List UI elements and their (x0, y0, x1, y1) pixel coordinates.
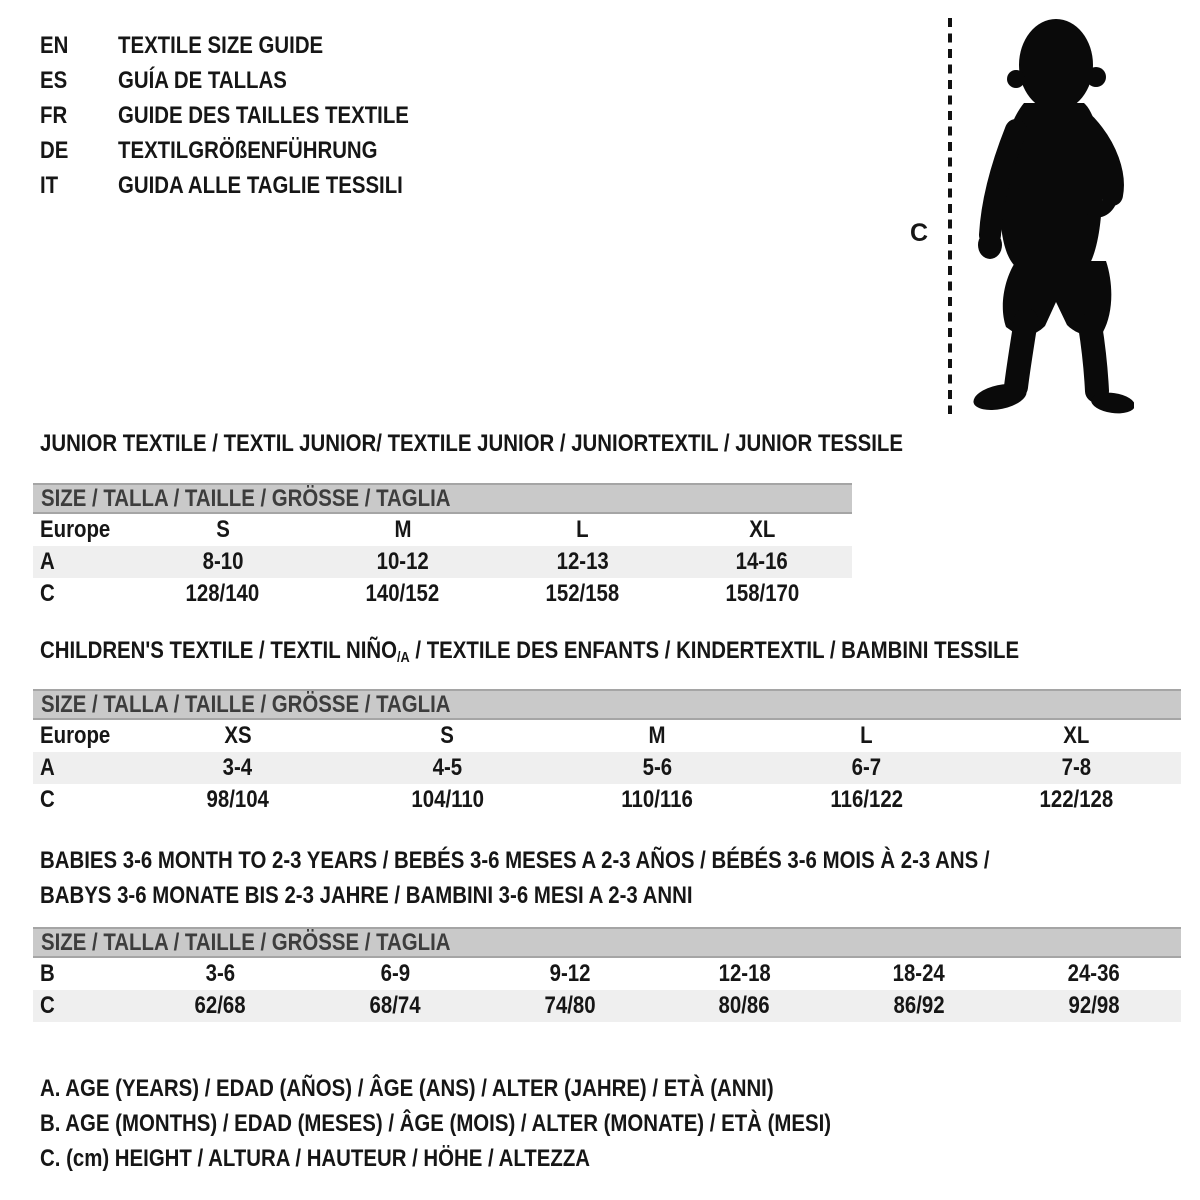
size-cell (672, 514, 852, 546)
age-cell (343, 752, 553, 784)
legend-line-c (40, 1141, 971, 1176)
language-row-es (40, 63, 460, 98)
age-value: 10-12 (376, 548, 429, 575)
height-cell (133, 578, 313, 610)
height-cell (971, 784, 1181, 816)
size-cell (762, 720, 972, 752)
size-header-bar (33, 689, 1181, 720)
children-size-table (33, 689, 1181, 816)
row-label-cell (33, 546, 133, 578)
size-value: L (576, 516, 589, 543)
age-value: 14-16 (736, 548, 789, 575)
row-label-cell (33, 990, 133, 1022)
language-title-text: TEXTILGRÖßENFÜHRUNG (118, 137, 378, 164)
language-row-de (40, 133, 460, 168)
months-cell (133, 958, 308, 990)
months-value: 12-18 (718, 960, 771, 987)
size-header-label: SIZE / TALLA / TAILLE / GRÖSSE / TAGLIA (41, 485, 451, 512)
language-code-text: ES (40, 67, 68, 94)
table-row-months (33, 958, 1181, 990)
row-label: A (40, 548, 55, 575)
size-header-bar (33, 483, 852, 514)
size-header-bar (33, 927, 1181, 958)
babies-title-line1-text: BABIES 3-6 MONTH TO 2-3 YEARS / BEBÉS 3-6 MESES A 2-3 AÑOS / BÉBÉS 3-6 MOIS À 2-3 ANS / (40, 847, 990, 874)
size-cell (552, 720, 762, 752)
age-value: 12-13 (556, 548, 609, 575)
junior-size-table (33, 483, 852, 610)
age-value: 4-5 (432, 754, 463, 781)
language-row-en (40, 28, 460, 63)
babies-title-line1 (40, 843, 1157, 878)
size-cell (493, 514, 673, 546)
age-value: 7-8 (1061, 754, 1091, 781)
months-value: 24-36 (1067, 960, 1120, 987)
height-cell (482, 990, 657, 1022)
height-value: 140/152 (365, 580, 440, 607)
table-row-height (33, 784, 1181, 816)
row-label: B (40, 960, 55, 987)
height-value: 74/80 (544, 992, 596, 1019)
age-cell (133, 546, 313, 578)
row-label: A (40, 754, 55, 781)
row-label-cell (33, 958, 133, 990)
height-cell (133, 784, 343, 816)
language-code (40, 28, 118, 63)
height-cell (133, 990, 308, 1022)
age-cell (313, 546, 493, 578)
children-table-title (40, 637, 1192, 666)
size-value: M (648, 722, 666, 749)
height-value: 98/104 (206, 786, 269, 813)
toddler-silhouette-icon (966, 14, 1134, 416)
language-title-text: TEXTILE SIZE GUIDE (118, 32, 324, 59)
height-cell (313, 578, 493, 610)
height-cell (657, 990, 832, 1022)
language-title-list (40, 28, 460, 203)
language-code (40, 98, 118, 133)
size-cell (133, 720, 343, 752)
size-header-label: SIZE / TALLA / TAILLE / GRÖSSE / TAGLIA (41, 929, 451, 956)
row-label: C (40, 786, 55, 813)
language-title-text: GUÍA DE TALLAS (118, 67, 287, 94)
row-label-cell (33, 578, 133, 610)
junior-table-title-text: JUNIOR TEXTILE / TEXTIL JUNIOR/ TEXTILE JUNIOR / JUNIORTEXTIL / JUNIOR TESSILE (40, 430, 903, 457)
height-value: 152/158 (545, 580, 620, 607)
language-code (40, 63, 118, 98)
language-title (118, 172, 453, 199)
children-title-sub: /A (396, 649, 410, 666)
legend (40, 1071, 971, 1176)
language-title (118, 67, 317, 94)
size-value: XS (224, 722, 252, 749)
height-value: 86/92 (893, 992, 945, 1019)
language-code (40, 168, 118, 203)
children-table-title-text (40, 637, 1019, 666)
table-row-age (33, 546, 852, 578)
height-measure-dashed-line (946, 16, 954, 416)
height-value: 92/98 (1068, 992, 1120, 1019)
measure-label-c: C (910, 219, 929, 247)
height-cell (762, 784, 972, 816)
babies-title-line2-text: BABYS 3-6 MONATE BIS 2-3 JAHRE / BAMBINI 3-6 MESI A 2-3 ANNI (40, 882, 693, 909)
size-cell (133, 514, 313, 546)
language-title-text: GUIDA ALLE TAGLIE TESSILI (118, 172, 403, 199)
table-row-height (33, 578, 852, 610)
age-value: 5-6 (642, 754, 672, 781)
size-value: M (394, 516, 412, 543)
size-value: S (440, 722, 455, 749)
height-value: 80/86 (718, 992, 770, 1019)
legend-line-a (40, 1071, 971, 1106)
legend-line-c-text: C. (cm) HEIGHT / ALTURA / HAUTEUR / HÖHE / ALTEZZA (40, 1145, 591, 1172)
months-value: 9-12 (549, 960, 591, 987)
children-title-pre: CHILDREN'S TEXTILE / TEXTIL NIÑO (40, 637, 397, 664)
row-label: C (40, 992, 55, 1019)
height-value: 128/140 (185, 580, 260, 607)
months-value: 3-6 (205, 960, 236, 987)
height-cell (552, 784, 762, 816)
months-cell (308, 958, 483, 990)
size-cell (971, 720, 1181, 752)
language-code-text: EN (40, 32, 69, 59)
table-row-height (33, 990, 1181, 1022)
legend-line-b (40, 1106, 971, 1141)
size-cell (313, 514, 493, 546)
language-row-fr (40, 98, 460, 133)
months-cell (482, 958, 657, 990)
language-title-text: GUIDE DES TAILLES TEXTILE (118, 102, 409, 129)
table-row-europe (33, 720, 1181, 752)
row-label: Europe (40, 722, 111, 749)
height-cell (832, 990, 1007, 1022)
babies-size-table (33, 927, 1181, 1022)
babies-title-line2 (40, 878, 1157, 913)
height-value: 116/122 (830, 786, 903, 813)
months-cell (657, 958, 832, 990)
height-cell (1006, 990, 1181, 1022)
months-cell (832, 958, 1007, 990)
table-row-age (33, 752, 1181, 784)
size-value: S (216, 516, 230, 543)
row-label-cell (33, 752, 133, 784)
language-title (118, 102, 460, 129)
age-cell (552, 752, 762, 784)
legend-line-a-text: A. AGE (YEARS) / EDAD (AÑOS) / ÂGE (ANS) / ALTER (JAHRE) / ETÀ (ANNI) (40, 1075, 774, 1102)
size-cell (343, 720, 553, 752)
language-code-text: FR (40, 102, 68, 129)
height-value: 110/116 (621, 786, 693, 813)
babies-table-title (40, 843, 1157, 913)
months-value: 18-24 (892, 960, 946, 987)
height-value: 158/170 (725, 580, 799, 607)
language-code-text: IT (40, 172, 59, 199)
language-title (118, 137, 423, 164)
height-cell (672, 578, 852, 610)
age-value: 8-10 (202, 548, 244, 575)
language-code (40, 133, 118, 168)
language-row-it (40, 168, 460, 203)
legend-line-b-text: B. AGE (MONTHS) / EDAD (MESES) / ÂGE (MOIS) / ALTER (MONATE) / ETÀ (MESI) (40, 1110, 832, 1137)
junior-table-title (40, 430, 1055, 458)
age-value: 6-7 (851, 754, 882, 781)
row-label: C (40, 580, 55, 607)
height-value: 104/110 (411, 786, 484, 813)
row-label-cell (33, 784, 133, 816)
height-cell (493, 578, 673, 610)
age-value: 3-4 (223, 754, 253, 781)
size-value: XL (1063, 722, 1090, 749)
age-cell (493, 546, 673, 578)
age-cell (672, 546, 852, 578)
age-cell (971, 752, 1181, 784)
table-row-europe (33, 514, 852, 546)
size-header-label: SIZE / TALLA / TAILLE / GRÖSSE / TAGLIA (41, 691, 451, 718)
months-value: 6-9 (380, 960, 410, 987)
age-cell (133, 752, 343, 784)
children-title-post: / TEXTILE DES ENFANTS / KINDERTEXTIL / BAMBINI TESSILE (409, 637, 1020, 664)
age-cell (762, 752, 972, 784)
months-cell (1006, 958, 1181, 990)
height-value: 62/68 (194, 992, 246, 1019)
row-label-cell (33, 720, 133, 752)
row-label: Europe (40, 516, 111, 543)
language-code-text: DE (40, 137, 69, 164)
height-cell (343, 784, 553, 816)
language-title (118, 32, 359, 59)
size-value: XL (749, 516, 776, 543)
size-value: L (860, 722, 873, 749)
row-label-cell (33, 514, 133, 546)
height-value: 122/128 (1039, 786, 1114, 813)
height-cell (308, 990, 483, 1022)
height-value: 68/74 (369, 992, 421, 1019)
